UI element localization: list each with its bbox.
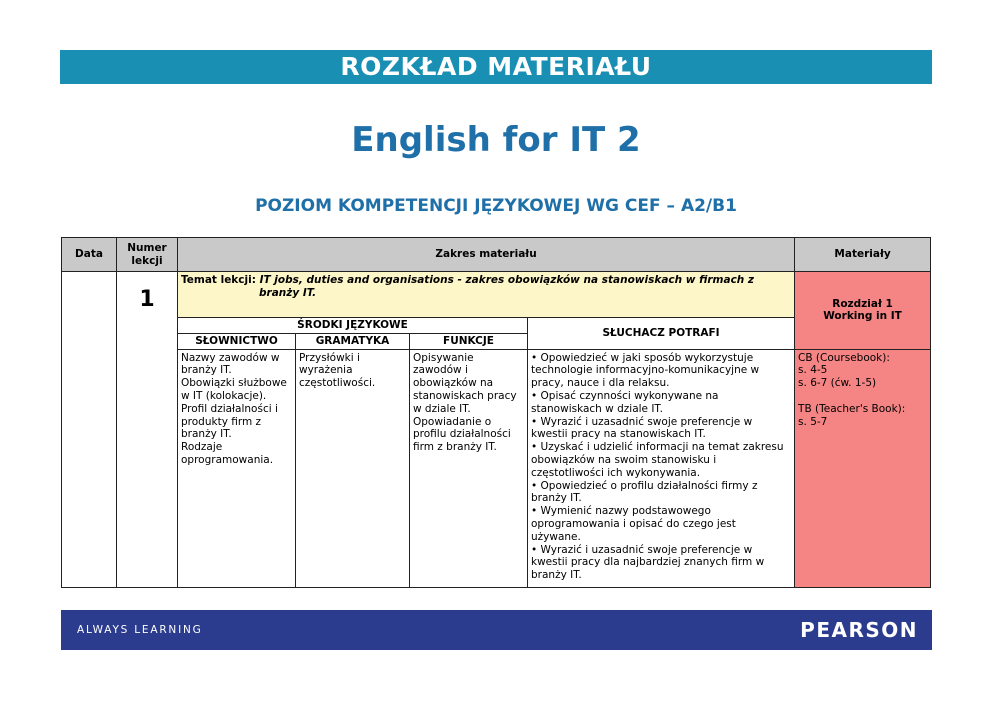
gramatyka-cell: [296, 349, 410, 587]
list-item: • Opowiedzieć w jaki sposób wykorzystuje: [531, 351, 754, 364]
funkcje-cell: [410, 349, 528, 587]
slownictwo-cell: [178, 349, 296, 587]
topic-text: IT jobs, duties and organisations - zakres obowiązków na stanowiskach w firmach z: [259, 274, 755, 286]
list-item: technologie informacyjno-komunikacyjne w: [531, 364, 760, 377]
chapter-cell: [795, 272, 931, 350]
list-item: branży IT.: [531, 569, 582, 582]
list-item: w IT (kolokacje).: [181, 389, 267, 402]
list-item: stanowiskach pracy: [413, 389, 517, 402]
list-item: CB (Coursebook):: [798, 351, 890, 364]
gramatyka-header: GRAMATYKA: [296, 333, 410, 349]
list-item: Nazwy zawodów w: [181, 351, 280, 364]
list-item: produkty firm z: [181, 415, 262, 428]
page-subtitle: POZIOM KOMPETENCJI JĘZYKOWEJ WG CEF – A2/B1: [255, 196, 737, 216]
sluchacz-potrafi-cell: [528, 349, 795, 587]
list-item: TB (Teacher's Book):: [798, 402, 906, 415]
page-title: English for IT 2: [351, 120, 641, 160]
list-item: wyrażenia: [299, 364, 353, 377]
lesson-plan-table: [61, 237, 931, 588]
list-item: Opisywanie: [413, 351, 474, 364]
chapter-number: Rozdział 1: [832, 297, 893, 310]
list-item: Obowiązki służbowe: [181, 377, 287, 390]
list-item: branży IT.: [181, 364, 232, 377]
srodki-jezykowe-header: ŚRODKI JĘZYKOWE: [178, 318, 528, 334]
list-item: w dziale IT.: [413, 402, 471, 415]
slownictwo-header: SŁOWNICTWO: [178, 333, 296, 349]
list-item: branży IT.: [181, 428, 232, 441]
list-item: firm z branży IT.: [413, 441, 497, 454]
sluchacz-potrafi-header: SŁUCHACZ POTRAFI: [528, 318, 795, 350]
materialy-cell: [795, 349, 931, 587]
list-item: • Opowiedzieć o profilu działalności firmy z: [531, 479, 758, 492]
list-item: Przysłówki i: [299, 351, 360, 364]
list-item: • Opisać czynności wykonywane na: [531, 389, 719, 402]
lesson-topic: [178, 272, 795, 318]
list-item: Rodzaje: [181, 441, 223, 454]
lesson-number: 1: [117, 272, 178, 588]
list-item: kwestii pracy na stanowiskach IT.: [531, 428, 706, 441]
list-item: • Wyrazić i uzasadnić swoje preferencje w: [531, 543, 753, 556]
list-item: s. 4-5: [798, 364, 828, 377]
list-item: Opowiadanie o: [413, 415, 492, 428]
list-item: s. 6-7 (ćw. 1-5): [798, 377, 877, 390]
topic-text-cont: branży IT.: [259, 286, 317, 299]
header-numer-lekcji: Numer lekcji: [117, 238, 178, 272]
list-item: częstotliwości.: [299, 377, 376, 390]
topic-label: Temat lekcji:: [181, 274, 256, 286]
chapter-title: Working in IT: [823, 310, 902, 323]
list-item: oprogramowania.: [181, 453, 274, 466]
list-item: [798, 390, 927, 403]
list-item: • Wyrazić i uzasadnić swoje preferencje w: [531, 415, 753, 428]
list-item: pracy, nauce i dla relaksu.: [531, 377, 670, 390]
list-item: używane.: [531, 530, 581, 543]
footer-tagline: ALWAYS LEARNING: [77, 624, 203, 636]
funkcje-header: FUNKCJE: [410, 333, 528, 349]
list-item: profilu działalności: [413, 428, 511, 441]
list-item: branży IT.: [531, 492, 582, 505]
list-item: • Wymienić nazwy podstawowego: [531, 505, 711, 518]
list-item: s. 5-7: [798, 415, 828, 428]
list-item: obowiązków na: [413, 377, 494, 390]
list-item: obowiązków na swoim stanowisku i: [531, 453, 717, 466]
list-item: • Uzyskać i udzielić informacji na temat zakresu: [531, 441, 784, 454]
header-banner: ROZKŁAD MATERIAŁU: [60, 50, 932, 84]
data-cell: [62, 272, 117, 588]
list-item: oprogramowania i opisać do czego jest: [531, 517, 736, 530]
list-item: Profil działalności i: [181, 402, 278, 415]
pearson-logo: PEARSON: [800, 618, 918, 642]
footer-bar: [61, 610, 932, 650]
list-item: stanowiskach w dziale IT.: [531, 402, 663, 415]
header-data: Data: [62, 238, 117, 272]
list-item: kwestii pracy dla najbardziej znanych firm w: [531, 556, 765, 569]
header-zakres-materialu: Zakres materiału: [178, 238, 795, 272]
list-item: częstotliwości ich wykonywania.: [531, 466, 701, 479]
header-materialy: Materiały: [795, 238, 931, 272]
list-item: zawodów i: [413, 364, 468, 377]
